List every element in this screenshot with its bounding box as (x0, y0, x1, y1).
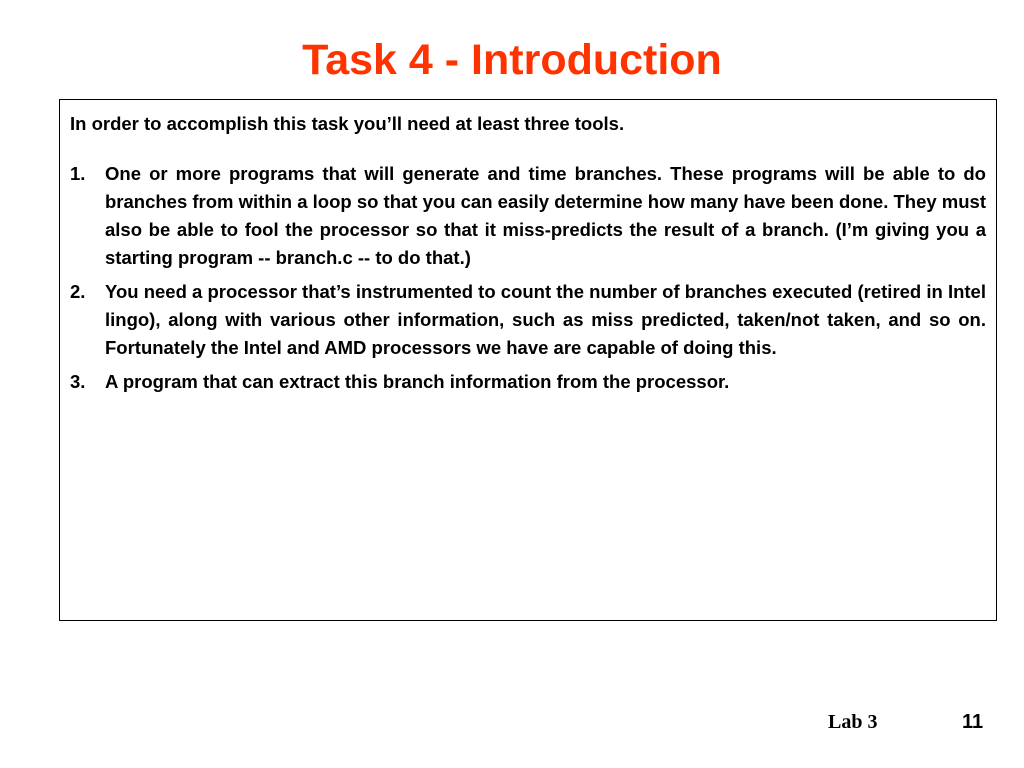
list-item (70, 160, 986, 272)
list-item-text: You need a processor that’s instrumented to count the number of branches executed (retired in Intel lingo), along with various other information, such as miss predicted, taken/not taken, and so on. Fortunately the Intel and AMD processors we have are capable of doing this. (105, 281, 986, 358)
list-item (70, 278, 986, 362)
slide-title: Task 4 - Introduction (302, 36, 722, 84)
footer-lab-label: Lab 3 (828, 711, 878, 733)
list-item-number: 1. (70, 163, 86, 184)
page-number: 11 (962, 711, 984, 733)
intro-text: In order to accomplish this task you’ll need at least three tools. (70, 113, 625, 134)
list-item-text: One or more programs that will generate and time branches. These programs will be able to do branches from within a loop so that you can easily determine how many have been done. They must also be able to fool the processor so that it miss-predicts the result of a branch. (I’m giving you a starting program -- branch.c -- to do that.) (105, 163, 986, 268)
list-item-number: 2. (70, 281, 86, 302)
list-item (70, 368, 986, 396)
list-item-number: 3. (70, 371, 86, 392)
content-box (59, 99, 997, 621)
list-item-text: A program that can extract this branch information from the processor. (105, 371, 730, 392)
numbered-list (70, 160, 986, 396)
